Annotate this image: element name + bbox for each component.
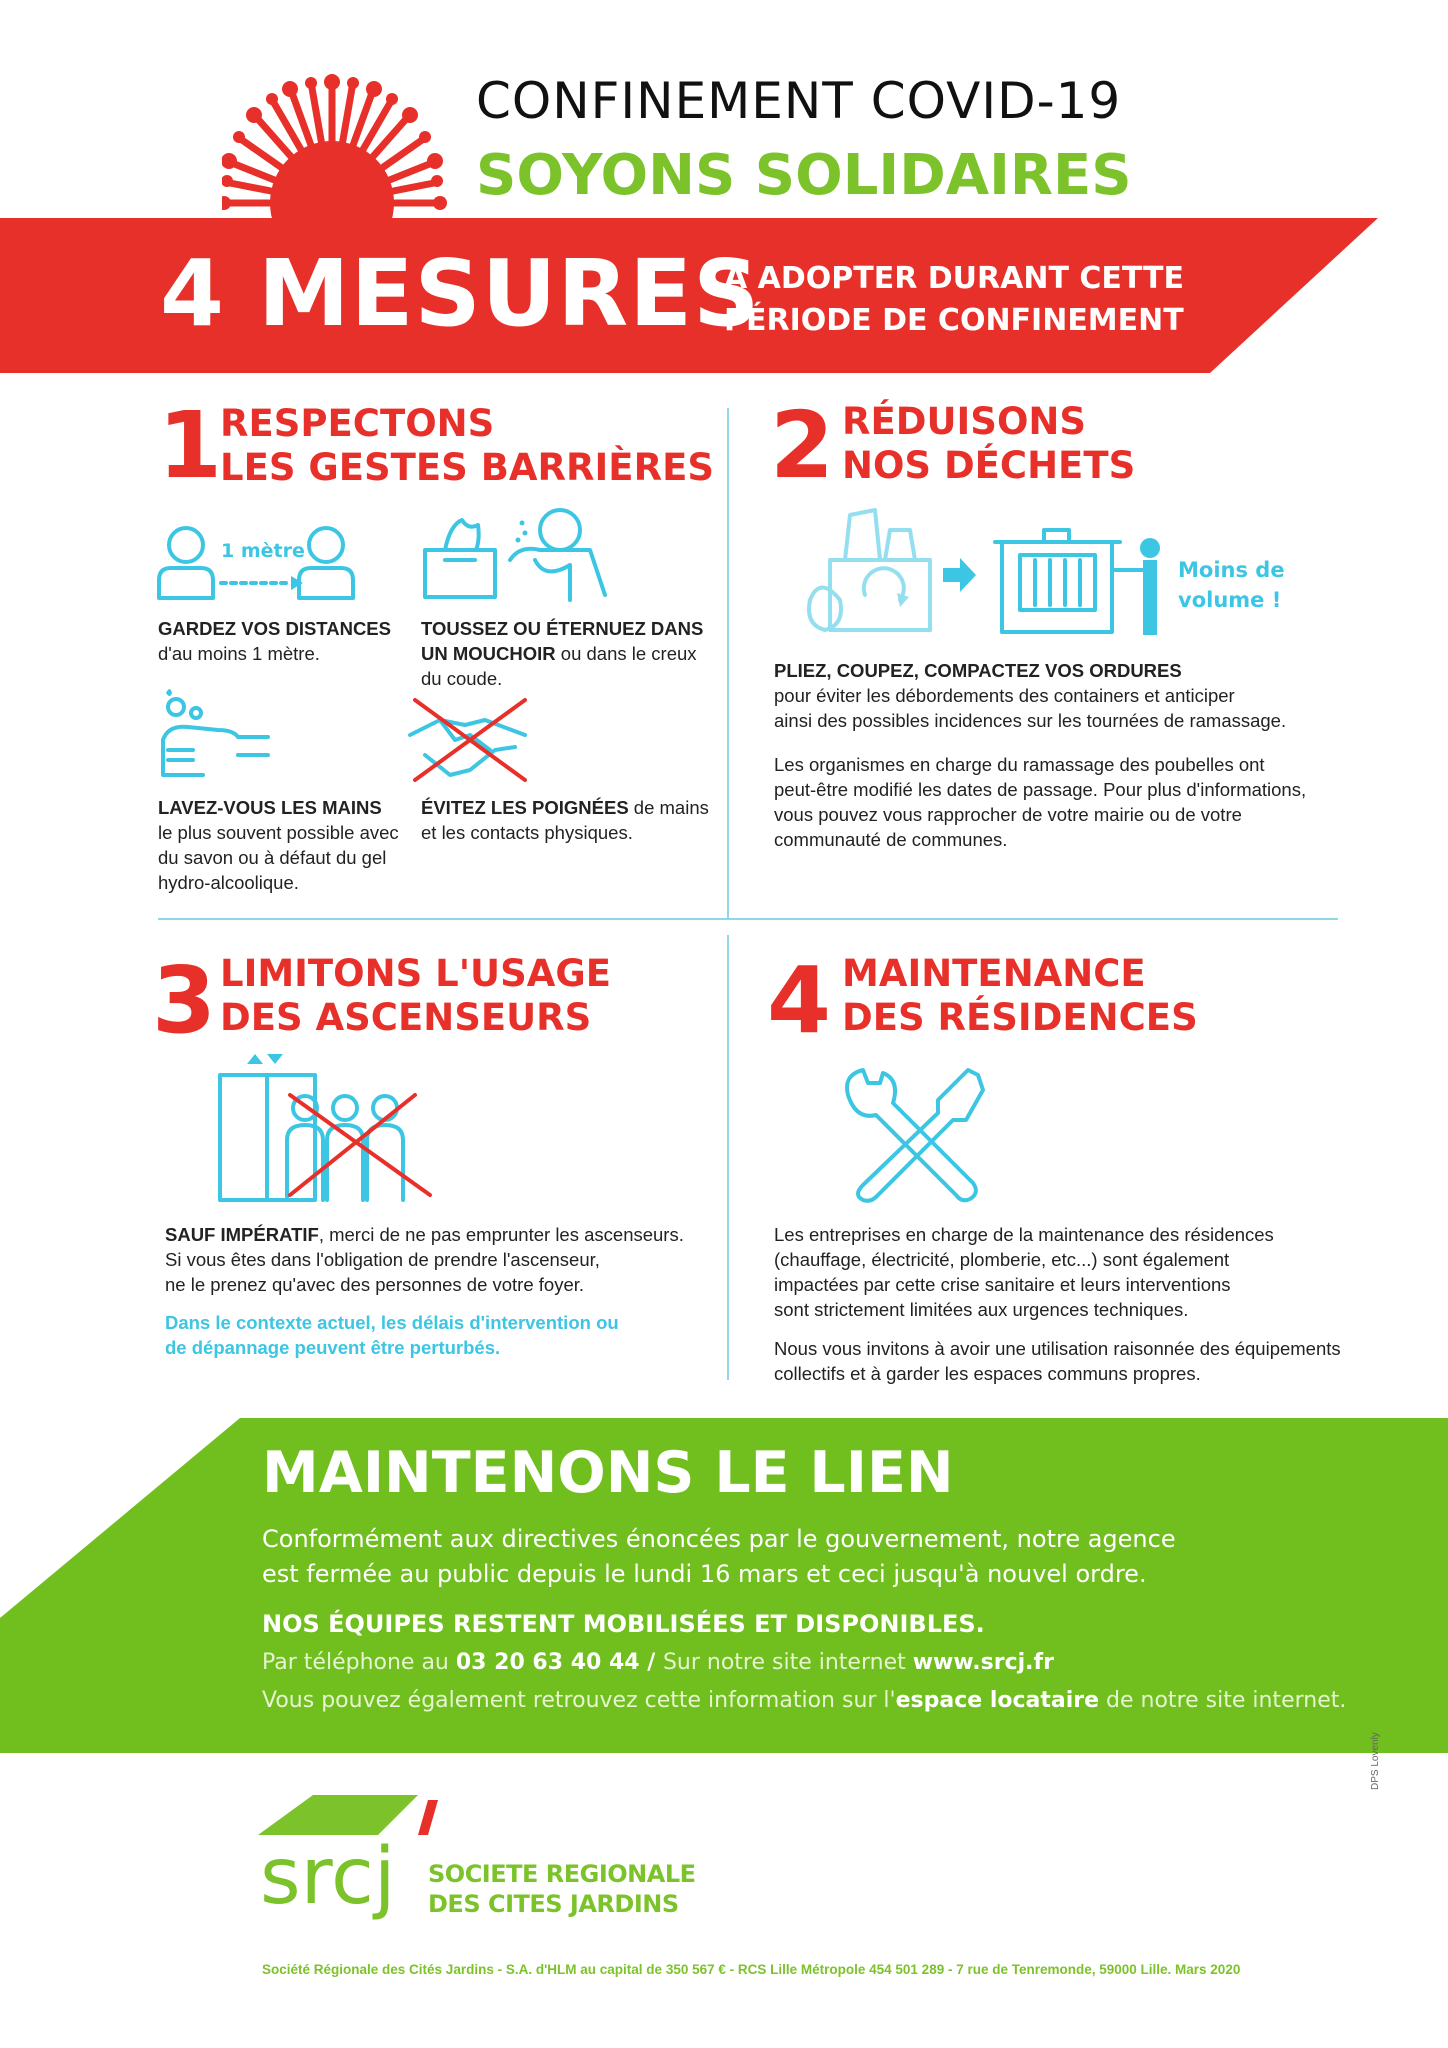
section-heading-line: DES RÉSIDENCES bbox=[842, 996, 1198, 1039]
measure-handwash-text: hydro-alcoolique. bbox=[158, 872, 299, 893]
measure-handwash-text: le plus souvent possible avec bbox=[158, 822, 399, 843]
contact-tenant-prefix: Vous pouvez également retrouvez cette information sur l' bbox=[262, 1688, 896, 1713]
org-name-line: SOCIETE REGIONALE bbox=[428, 1860, 696, 1888]
measure-sneeze-text: ou dans le creux bbox=[555, 643, 697, 664]
compactor-icon bbox=[940, 520, 1170, 640]
divider-vertical bbox=[727, 408, 729, 918]
contact-phone-line bbox=[262, 1650, 1054, 1675]
section-heading-line: MAINTENANCE bbox=[842, 952, 1146, 995]
maintenance-paragraph-line: sont strictement limitées aux urgences techniques. bbox=[774, 1299, 1189, 1320]
section-heading bbox=[842, 400, 1135, 488]
contact-tenant-line bbox=[262, 1688, 1346, 1713]
section-number: 4 bbox=[767, 947, 832, 1054]
page-subtitle: SOYONS SOLIDAIRES bbox=[476, 143, 1132, 208]
elevator-notice-line: Dans le contexte actuel, les délais d'intervention ou bbox=[165, 1312, 619, 1333]
collection-paragraph bbox=[774, 752, 1306, 852]
section-number: 3 bbox=[152, 947, 217, 1054]
distance-label: 1 mètre bbox=[221, 540, 305, 562]
measure-sneeze-title: UN MOUCHOIR bbox=[421, 643, 556, 664]
section-heading-line: LIMITONS L'USAGE bbox=[220, 952, 611, 995]
elevator-paragraph-line: ne le prenez qu'avec des personnes de votre foyer. bbox=[165, 1274, 585, 1295]
maintenance-paragraph bbox=[774, 1222, 1274, 1322]
virus-icon bbox=[222, 68, 472, 228]
volume-label bbox=[1178, 555, 1285, 615]
contact-paragraph-line: est fermée au public depuis le lundi 16 mars et ceci jusqu'à nouvel ordre. bbox=[262, 1560, 1147, 1588]
measure-distance-title: GARDEZ VOS DISTANCES bbox=[158, 618, 391, 639]
banner-heading: 4 MESURES bbox=[160, 240, 761, 347]
contact-paragraph bbox=[262, 1522, 1176, 1592]
measure-handshake-title: ÉVITEZ LES POIGNÉES bbox=[421, 797, 629, 818]
handshake-crossed-icon bbox=[405, 695, 535, 785]
section-heading bbox=[220, 402, 714, 490]
elevator-paragraph bbox=[165, 1222, 684, 1297]
section-heading-line: RESPECTONS bbox=[220, 402, 495, 445]
waste-paragraph-line: ainsi des possibles incidences sur les tournées de ramassage. bbox=[774, 710, 1287, 731]
collection-paragraph-line: vous pouvez vous rapprocher de votre mairie ou de votre bbox=[774, 804, 1242, 825]
org-name-line: DES CITES JARDINS bbox=[428, 1890, 679, 1918]
contact-separator: / bbox=[639, 1650, 663, 1675]
divider-horizontal bbox=[158, 918, 1338, 920]
contact-paragraph-line: Conformément aux directives énoncées par le gouvernement, notre agence bbox=[262, 1525, 1176, 1553]
section-number: 2 bbox=[770, 392, 835, 499]
measure-distance bbox=[158, 616, 391, 666]
equipment-paragraph-line: Nous vous invitons à avoir une utilisation raisonnée des équipements bbox=[774, 1338, 1341, 1359]
banner-subheading bbox=[724, 258, 1184, 342]
section-heading-line: NOS DÉCHETS bbox=[842, 444, 1136, 487]
elevator-crossed-icon bbox=[215, 1050, 435, 1205]
measure-handwash-title: LAVEZ-VOUS LES MAINS bbox=[158, 797, 382, 818]
divider-vertical bbox=[727, 935, 729, 1380]
elevator-paragraph-line: Si vous êtes dans l'obligation de prendre l'ascenseur, bbox=[165, 1249, 600, 1270]
contact-title: MAINTENONS LE LIEN bbox=[262, 1440, 954, 1506]
contact-tenant-suffix: de notre site internet. bbox=[1099, 1688, 1347, 1713]
tenant-space-link[interactable]: espace locataire bbox=[895, 1688, 1100, 1713]
section-heading-line: RÉDUISONS bbox=[842, 400, 1087, 443]
section-heading bbox=[220, 952, 611, 1040]
collection-paragraph-line: communauté de communes. bbox=[774, 829, 1008, 850]
measure-handshake bbox=[421, 795, 709, 845]
credit-text: DPS Lovenly bbox=[1370, 1732, 1381, 1790]
waste-paragraph-title: PLIEZ, COUPEZ, COMPACTEZ VOS ORDURES bbox=[774, 660, 1182, 681]
contact-phone-prefix: Par téléphone au bbox=[262, 1650, 456, 1675]
contact-site-label: Sur notre site internet bbox=[662, 1650, 913, 1675]
tissue-icon bbox=[420, 505, 620, 605]
measure-handshake-text: de mains bbox=[628, 797, 709, 818]
banner-subheading-line: PÉRIODE DE CONFINEMENT bbox=[724, 303, 1184, 338]
measure-sneeze bbox=[421, 616, 703, 691]
elevator-notice-line: de dépannage peuvent être perturbés. bbox=[165, 1337, 501, 1358]
banner-subheading-line: À ADOPTER DURANT CETTE bbox=[724, 261, 1184, 296]
section-heading-line: DES ASCENSEURS bbox=[220, 996, 592, 1039]
measure-sneeze-title: TOUSSEZ OU ÉTERNUEZ DANS bbox=[421, 618, 704, 639]
section-heading-line: LES GESTES BARRIÈRES bbox=[220, 446, 714, 489]
contact-mobilised: NOS ÉQUIPES RESTENT MOBILISÉES ET DISPONIBLES. bbox=[262, 1610, 985, 1638]
equipment-paragraph-line: collectifs et à garder les espaces communs propres. bbox=[774, 1363, 1201, 1384]
elevator-paragraph-title: SAUF IMPÉRATIF bbox=[165, 1224, 319, 1245]
section-number: 1 bbox=[158, 392, 223, 499]
maintenance-paragraph-line: (chauffage, électricité, plomberie, etc...) sont également bbox=[774, 1249, 1230, 1270]
waste-bag-icon bbox=[805, 505, 935, 635]
page-title: CONFINEMENT COVID-19 bbox=[476, 72, 1122, 130]
handwash-icon bbox=[158, 685, 278, 785]
volume-label-line: Moins de bbox=[1178, 558, 1285, 582]
measure-sneeze-text: du coude. bbox=[421, 668, 503, 689]
waste-paragraph bbox=[774, 658, 1286, 733]
elevator-notice bbox=[165, 1310, 619, 1360]
logo-wordmark: srcj bbox=[260, 1832, 396, 1922]
collection-paragraph-line: peut-être modifié les dates de passage. Pour plus d'informations, bbox=[774, 779, 1307, 800]
waste-paragraph-line: pour éviter les débordements des containers et anticiper bbox=[774, 685, 1235, 706]
maintenance-paragraph-line: impactées par cette crise sanitaire et leurs interventions bbox=[774, 1274, 1231, 1295]
volume-label-line: volume ! bbox=[1178, 588, 1282, 612]
tools-icon bbox=[838, 1065, 988, 1205]
phone-link[interactable]: 03 20 63 40 44 bbox=[455, 1650, 640, 1675]
measure-distance-text: d'au moins 1 mètre. bbox=[158, 643, 320, 664]
measure-handwash-text: du savon ou à défaut du gel bbox=[158, 847, 387, 868]
measure-handwash bbox=[158, 795, 399, 895]
website-link[interactable]: www.srcj.fr bbox=[912, 1650, 1054, 1675]
elevator-paragraph-line: , merci de ne pas emprunter les ascenseurs. bbox=[318, 1224, 684, 1245]
collection-paragraph-line: Les organismes en charge du ramassage des poubelles ont bbox=[774, 754, 1265, 775]
measure-handshake-text: et les contacts physiques. bbox=[421, 822, 633, 843]
equipment-paragraph bbox=[774, 1336, 1341, 1386]
maintenance-paragraph-line: Les entreprises en charge de la maintenance des résidences bbox=[774, 1224, 1274, 1245]
legal-footer: Société Régionale des Cités Jardins - S.A. d'HLM au capital de 350 567 € - RCS Lille Métropole 454 501 289 - 7 rue de Tenremonde, 59000 Lille. Mars 2020 bbox=[262, 1962, 1241, 1977]
section-heading bbox=[842, 952, 1198, 1040]
